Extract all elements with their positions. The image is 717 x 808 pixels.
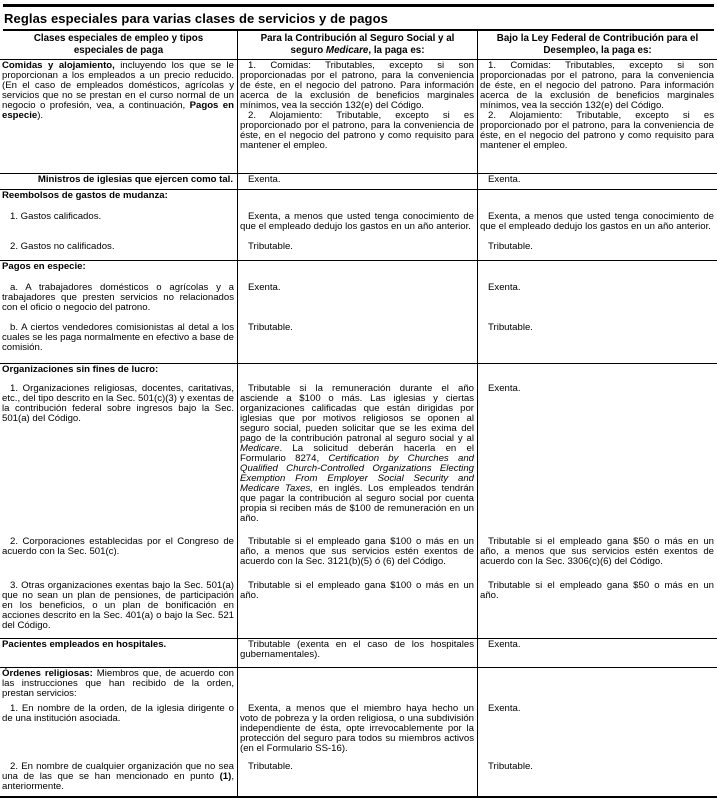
ministros-label: Ministros de iglesias que ejercen como tal. [37,174,233,185]
cell-comidas-clase [0,60,237,173]
empty-cell [477,668,717,703]
header-col2-tail: , la paga es: [368,44,425,56]
lucro-item1: 1. Organizaciones religiosas, docentes, caritativas, etc., del tipo descrito en la Sec. 501(c)(3) y exentas de la contribución federal sobre ingresos bajo la Sec. 501(a) del Código. [2,382,234,424]
row-pagos-especie [0,261,717,364]
comidas-futa-p1: 1. Comidas: Tributables, excepto si son proporcionadas por el patrono, para la conveniencia de éste, en el negocio del patrono. Para información acerca de la exclusión de beneficios marginales mínimos, vea la sección 132(e) del Código. [480,60,714,111]
lucro-item2-futa: Tributable si el empleado gana $50 o más en un año, a menos que sus servicios estén exentos de acuerdo con la Sec. 3306(c)(6) del Código. [480,536,714,567]
empty-cell [477,364,717,383]
cell-lucro-item1-ss [237,383,477,532]
hospitales-ss: Tributable (exenta en el caso de los hospitales gubernamentales). [240,639,474,660]
row-ministros [0,174,717,190]
comidas-lead: Comidas y alojamiento, [2,60,115,71]
cell-ordenes-item2-futa [477,759,717,796]
cell-lucro-item3-ss [237,575,477,639]
especie-item-a-ss: Exenta. [248,281,281,293]
cell-especie-item-b [0,322,237,363]
ordenes-intro [2,669,234,699]
cell-mudanza-item1-ss [237,209,477,240]
cell-lucro-item1-futa [477,383,717,532]
rules-table [0,31,717,798]
ordenes-item1: 1. En nombre de la orden, de la iglesia dirigente o de una institución asociada. [2,703,234,725]
cell-lucro-item1 [0,383,237,532]
lucro-item1-ss [240,384,474,524]
cell-mudanza-item2-futa [477,239,717,260]
comidas-futa-p2: 2. Alojamiento: Tributable, excepto si es proporcionado por el patrono, para la conveniencia de éste, en el negocio del patrono y como requisito para mantener el empleo. [480,110,714,151]
especie-item-b: b. A ciertos vendedores comisionistas al detal a los cuales se les paga normalmente en efectivo a base de comisión. [2,322,234,354]
especie-item-a: a. A trabajadores domésticos o agrícolas y a trabajadores que presten servicios no relacionados con el oficio o negocio del patrono. [2,281,234,313]
row-sin-fines-lucro [0,364,717,639]
cell-lucro-heading [0,364,237,383]
cell-mudanza-item1 [0,209,237,240]
ordenes-item2-text: 2. En nombre de cualquier organización que no sea una de las que se han mencionado en punto [2,760,234,782]
lucro-ss-text3: en inglés. Los empleados tendrán que pagar la contribución al seguro social por cuenta propia si reciben más de $100 de remuneración en un año. [240,482,474,524]
cell-ordenes-item1-ss [237,703,477,758]
empty-cell [237,364,477,383]
hospitales-futa: Exenta. [488,639,521,650]
cell-mudanza-item2 [0,239,237,260]
comidas-ref-bold: Pagos en especie [2,100,234,121]
cell-ordenes-item2 [0,759,237,796]
mudanza-item1-ss: Exenta, a menos que usted tenga conocimiento de que el empleado dedujo los gastos en un año anterior. [240,210,474,232]
cell-ministros-futa [477,174,717,189]
cell-mudanza-item1-futa [477,209,717,240]
header-col-seguro-social [237,31,477,59]
lucro-heading: Organizaciones sin fines de lucro: [2,364,159,375]
mudanza-item1: 1. Gastos calificados. [10,210,102,222]
ordenes-item2-ss: Tributable. [248,760,293,772]
cell-comidas-futa [477,60,717,173]
ordenes-item2-ref-bold: (1) [219,770,232,782]
mudanza-item2-futa: Tributable. [488,241,533,253]
cell-ordenes-item2-ss [237,759,477,796]
lucro-item2: 2. Corporaciones establecidas por el Congreso de acuerdo con la Sec. 501(c). [2,536,234,557]
comidas-descripcion [2,61,234,121]
cell-comidas-ss [237,60,477,173]
cell-especie-item-a-futa [477,282,717,323]
ministros-ss: Exenta. [248,174,281,185]
especie-item-b-futa: Tributable. [488,322,533,334]
empty-cell [237,261,477,282]
cell-especie-item-a [0,282,237,323]
header-col-desempleo: Bajo la Ley Federal de Contribución para el Desempleo, la paga es: [477,31,717,59]
cell-lucro-item2-futa [477,531,717,575]
cell-ordenes-item1 [0,703,237,758]
comidas-tail: ). [37,110,44,121]
row-ordenes-religiosas [0,668,717,798]
especie-item-a-futa: Exenta. [488,281,521,293]
mudanza-heading: Reembolsos de gastos de mudanza: [2,190,168,201]
lucro-ss-text2: . La solicitud deberán hacerla en el Formulario 8274, [240,442,474,464]
lucro-item2-ss: Tributable si el empleado gana $100 o más en un año, a menos que sus servicios estén exentos de acuerdo con la Sec. 3121(b)(5) ó (6) del Código. [240,536,474,567]
cell-ordenes-intro [0,668,237,703]
empty-cell [477,190,717,209]
ordenes-item1-ss: Exenta, a menos que el miembro haya hecho un voto de pobreza y la orden religiosa, o una subdivisión independiente de ésta, opte irrevocablemente por la protección del seguro para todos su miembros activos (en el Formulario SS-16). [240,703,474,755]
cell-especie-heading [0,261,237,282]
ordenes-intro-text: Miembros que, de acuerdo con las instrucciones que han recibido de la orden, prestan servicios: [2,668,234,699]
cell-ministros-ss [237,174,477,189]
header-col2-text: Para la Contribución al Seguro Social y al seguro [260,33,455,56]
form-8274-title-italic: Certification by Churches and Qualified Church-Controlled Organizations Electing Exemption From Employer Social Security and Medicare Taxes, [240,452,474,494]
ordenes-item2-tail: , anteriormente. [2,770,234,792]
header-col-clases: Clases especiales de empleo y tipos especiales de paga [33,33,204,56]
row-pacientes-hospitales [0,639,717,668]
ordenes-item1-futa: Exenta. [488,703,521,715]
comidas-body: incluyendo los que se le proporcionan a los empleados a un precio reducido. (En el caso de empleados domésticos, agrícolas y servicios que no se prestan en el curso normal de un negocio o profesión, vea, a continuación, [2,60,234,111]
lucro-ss-text1: Tributable si la remuneración durante el año asciende a $100 o más. Las iglesias y ciertas organizaciones calificadas que están dirigidas por iglesias que por motivos religiosos se oponen al seguro social, pueden solicitar que se les exima del pago de la contribución patronal al seguro social y al [240,382,474,444]
empty-cell [237,190,477,209]
lucro-item3: 3. Otras organizaciones exentas bajo la Sec. 501(a) que no sean un plan de pensiones, de participación en los beneficios, o un plan de bonificación en acciones descrito en la Sec. 401(a) o bajo la Sec. 521 del Código. [2,579,234,631]
cell-lucro-item2-ss [237,531,477,575]
comidas-ss-p1: 1. Comidas: Tributables, excepto si son proporcionadas por el patrono, para la conveniencia de éste, en el negocio del patrono. Para información acerca de la exclusión de beneficios marginales mínimos, vea la sección 132(e) del Código. [240,60,474,111]
lucro-item1-futa: Exenta. [488,382,521,394]
cell-especie-item-b-ss [237,322,477,363]
cell-hospitales-futa [477,639,717,667]
empty-cell [237,668,477,703]
cell-hospitales-clase [0,639,237,667]
ministros-futa: Exenta. [488,174,521,185]
cell-ordenes-item1-futa [477,703,717,758]
comidas-ss-p2: 2. Alojamiento: Tributable, excepto si es proporcionado por el patrono, para la conveniencia de éste, en el negocio del patrono y como requisito para mantener el empleo. [240,110,474,151]
hospitales-label: Pacientes empleados en hospitales. [2,639,167,650]
row-mudanza [0,190,717,261]
cell-lucro-item3 [0,575,237,639]
mudanza-item1-futa: Exenta, a menos que usted tenga conocimiento de que el empleado dedujo los gastos en un año anterior. [480,210,714,232]
lucro-item3-futa: Tributable si el empleado gana $50 o más en un año. [480,579,714,601]
cell-ministros-clase [0,174,237,189]
page-title: Reglas especiales para varias clases de servicios y de pagos [4,11,388,26]
cell-mudanza-heading [0,190,237,209]
cell-lucro-item2 [0,531,237,575]
mudanza-item2-ss: Tributable. [248,241,293,253]
medicare-italic: Medicare [240,442,280,454]
table-header-row [0,31,717,60]
mudanza-item2: 2. Gastos no calificados. [10,241,115,253]
especie-heading: Pagos en especie: [2,261,86,272]
lucro-item3-ss: Tributable si el empleado gana $100 o más en un año. [240,579,474,601]
cell-hospitales-ss [237,639,477,667]
ordenes-lead: Órdenes religiosas: [2,668,93,679]
cell-especie-item-b-futa [477,322,717,363]
cell-especie-item-a-ss [237,282,477,323]
ordenes-item2-futa: Tributable. [488,760,533,772]
empty-cell [477,261,717,282]
cell-mudanza-item2-ss [237,239,477,260]
medicare-italic: Medicare [325,44,369,56]
row-comidas-alojamiento [0,60,717,174]
especie-item-b-ss: Tributable. [248,322,293,334]
cell-lucro-item3-futa [477,575,717,639]
ordenes-item2 [2,762,234,792]
